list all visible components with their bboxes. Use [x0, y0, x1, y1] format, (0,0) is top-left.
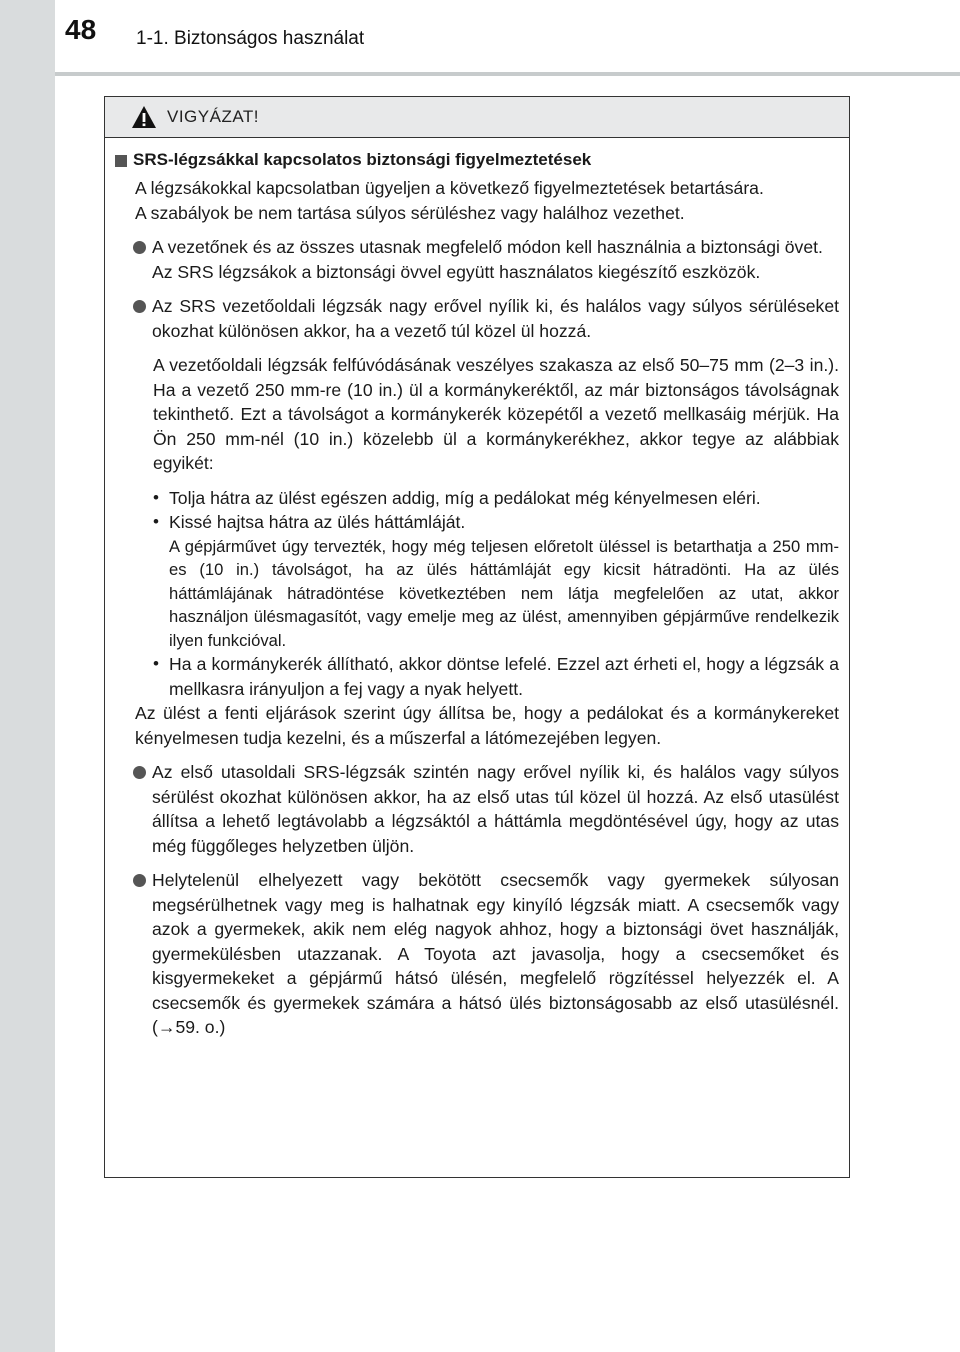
bullet-text: A vezetőnek és az összes utasnak megfelelő módon kell használnia a biztonsági övet.	[152, 237, 823, 257]
warning-triangle-icon	[131, 105, 157, 129]
bullet-text: Az első utasoldali SRS-légzsák szintén nagy erővel nyílik ki, és halálos vagy súlyos sérülést okozhat különösen akkor, ha az első utas túl közel ül hozzá. Az első utasülést állítsa a lehető legtávolabb a légzsáktól a háttámla megdöntésével úgy, hogy az utas még függőleges helyzetben üljön.	[152, 762, 839, 856]
round-bullet-icon	[133, 241, 146, 254]
round-bullet-icon	[133, 300, 146, 313]
header-divider	[55, 72, 960, 76]
chapter-title: 1-1. Biztonságos használat	[136, 28, 365, 49]
caution-label: VIGYÁZAT!	[167, 107, 260, 126]
small-bullet-icon: •	[153, 512, 159, 531]
bullet-text: Az SRS vezetőoldali légzsák nagy erővel nyílik ki, és halálos vagy súlyos sérüléseket okozhat különösen akkor, ha a vezető túl közel ül hozzá.	[152, 296, 839, 341]
sub-list-note: A gépjárművet úgy tervezték, hogy még teljesen előretolt üléssel is betarthatja a 250 mm-es (10 in.) távolságot, ha az ülés háttámláját egy kicsit hátradönti. Ha az ülés háttámlájának hátradöntése következtében nem látja megfelelően az utat, akkor használjon ülésmagasítót, vagy emelje meg az ülést, amennyiben gépjárműve rendelkezik ilyen funkcióval.	[169, 536, 839, 650]
sub-list-text: Ha a kormánykerék állítható, akkor döntse lefelé. Ezzel azt érheti el, hogy a légzsák a mellkasra irányuljon a fej vagy a nyak helyett.	[169, 654, 839, 699]
round-bullet-icon	[133, 766, 146, 779]
sub-list-text: Kissé hajtsa hátra az ülés háttámláját.	[169, 512, 466, 532]
intro-paragraph-2: A szabályok be nem tartása súlyos sérüléshez vagy halálhoz vezethet.	[135, 202, 685, 223]
bullet-item-passenger-airbag	[133, 760, 839, 858]
round-bullet-icon	[133, 874, 146, 887]
bullet-item-seatbelt	[133, 235, 839, 284]
sub-list	[153, 486, 839, 702]
side-strip	[0, 0, 55, 1352]
seat-adjust-paragraph: Az ülést a fenti eljárások szerint úgy állítsa be, hogy a pedálokat és a kormánykereket kényelmesen tudja kezelni, és a műszerfal a látómezejében legyen.	[135, 703, 839, 748]
section-heading-text: SRS-légzsákkal kapcsolatos biztonsági figyelmeztetések	[133, 150, 592, 169]
page-number: 48	[65, 14, 97, 45]
sub-list-item	[153, 510, 839, 652]
bullet-item-driver-airbag	[133, 294, 839, 343]
section-heading	[115, 150, 839, 170]
small-bullet-icon: •	[153, 487, 159, 507]
bullet-item-children	[133, 868, 839, 1040]
sub-list-item	[153, 652, 839, 701]
square-bullet-icon	[115, 155, 127, 167]
intro-paragraph-1: A légzsákokkal kapcsolatban ügyeljen a következő figyelmeztetések betartására.	[135, 178, 764, 198]
bullet-text: Helytelenül elhelyezett vagy bekötött csecsemők vagy gyermekek súlyosan megsérülhetnek vagy meg is halhatnak egy kinyíló légzsák miatt. A csecsemők vagy azok a gyermekek, akik nem elég nagyok ahhoz, hogy a biztonsági övet használják, gyermekülésben utazzanak. A Toyota azt javasolja, hogy a csecsemőket és kisgyermekeket a gépjármű hátsó ülésén, megfelelő rögzítéssel helyezzék el. A csecsemők és gyermekek számára a hátsó ülés biztonságosabb az első utasülésnél. (→59. o.)	[152, 870, 839, 1037]
bullet-text: Az SRS légzsákok a biztonsági övvel együtt használatos kiegészítő eszközök.	[152, 261, 761, 282]
sub-list-item	[153, 486, 839, 511]
sub-list-text: Tolja hátra az ülést egészen addig, míg a pedálokat még kényelmesen eléri.	[169, 487, 761, 508]
driver-distance-paragraph: A vezetőoldali légzsák felfúvódásának veszélyes szakasza az első 50–75 mm (2–3 in.). Ha a vezető 250 mm-re (10 in.) ül a kormánykeréktől, az már biztonságos távolságnak tekinthető. Ezt a távolságot a kormánykerék közepétől a vezető mellkasáig mérjük. Ha Ön 250 mm-nél (10 in.) közelebb ül a kormánykerékhez, akkor tegye az alábbiak egyikét:	[153, 355, 839, 473]
caution-body	[105, 138, 849, 1040]
caution-header	[105, 97, 849, 138]
caution-box	[104, 96, 850, 1178]
small-bullet-icon: •	[153, 654, 159, 673]
